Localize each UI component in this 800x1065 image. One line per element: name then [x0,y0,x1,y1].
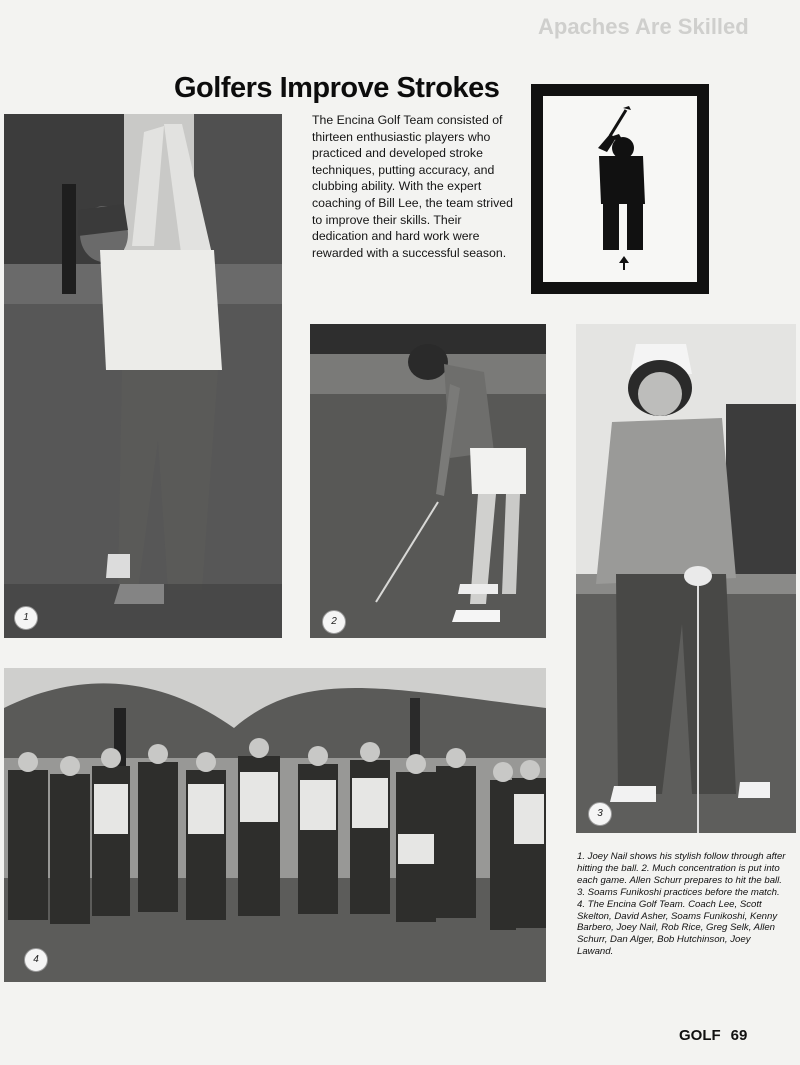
bleed-heading-text: Apaches Are Skilled [538,14,749,39]
photo-caption: 1. Joey Nail shows his stylish follow through after hitting the ball. 2. Much concentration is put into each game. Allen Schurr prepares to hit the ball. 3. Soams Funikoshi practices before the match. 4. The Encina Golf Team. Coach Lee, Scott Skelton, David Asher, Soams Funikoshi, Kenny Barbero, Joey Nail, Rob Rice, Greg Selk, Allen Schurr, Dan Alger, Bob Hutchinson, Joey Lawand. [577,851,786,958]
photo-3-stance [576,324,796,833]
photo-badge-4: 4 [24,948,48,972]
bleed-through-heading [300,8,800,78]
page-title: Golfers Improve Strokes [174,72,500,104]
folio-section: GOLF [679,1027,721,1044]
photo-badge-3: 3 [588,802,612,826]
photo-badge-2: 2 [322,610,346,634]
photo-badge-1: 1 [14,606,38,630]
photo-1-follow-through [4,114,282,638]
photo-4-team [4,668,546,982]
golfer-pictogram-icon [543,96,697,282]
photo-2-putting [310,324,546,638]
golf-logo [531,84,709,294]
intro-paragraph: The Encina Golf Team consisted of thirteen enthusiastic players who practiced and developed stroke techniques, putting accuracy, and clubbing ability. With the expert coaching of Bill Lee, the team strived to improve their skills. Their dedication and hard work were rewarded with a successful season. [312,113,513,260]
page-number: 69 [730,1027,748,1044]
page-folio [679,1027,747,1044]
